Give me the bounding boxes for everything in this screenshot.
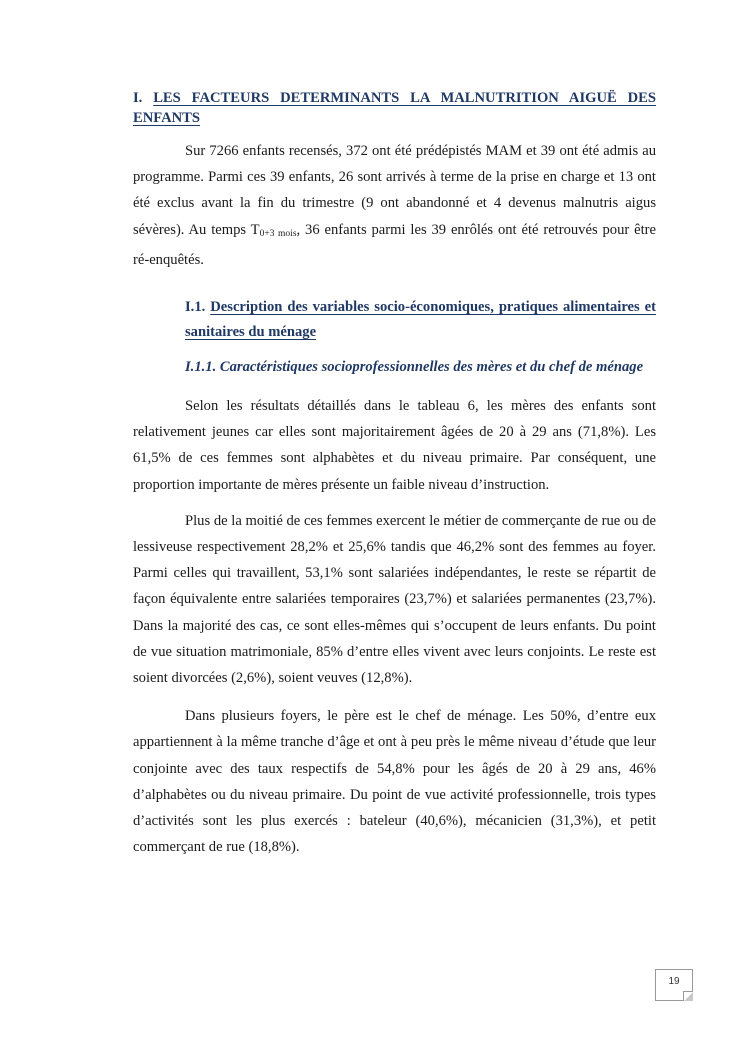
paragraph-intro-text-1: Sur 7266 enfants recensés, 372 ont été prédépistés MAM et 39 ont été admis au programme. Parmi ces 39 enfants, 26 sont arrivés à terme de la prise en charge et 13 ont été exclus avant la fin du trimestre (9 ont abandonné et 4 devenus malnutris aigus sévères). Au temps T bbox=[133, 143, 656, 238]
paragraph-mothers-age: Selon les résultats détaillés dans le tableau 6, les mères des enfants sont relativement jeunes car elles sont majoritairement âgées de 20 à 29 ans (71,8%). Les 61,5% de ces femmes sont alphabètes et du niveau primaire. Par conséquent, une proportion importante de mères présente un faible niveau d’instruction. bbox=[133, 398, 656, 493]
paragraph-mothers-occupation: Plus de la moitié de ces femmes exercent le métier de commerçante de rue ou de lessiveuse respectivement 28,2% et 25,6% tandis que 46,2% sont des femmes au foyer. Parmi celles qui travaillent, 53,1% sont salariées indépendantes, le reste se répartit de façon équivalente entre salariées temporaires (23,7%) et salariées permanentes (23,7%). Dans la majorité des cas, ce sont elles-mêmes qui s’occupent de leurs enfants. Du point de vue situation matrimoniale, 85% d’entre elles vivent avec leurs conjoints. Le reste est soient divorcées (2,6%), soient veuves (12,8%). bbox=[133, 512, 656, 687]
subsection-title: Description des variables socio-économiques, pratiques alimentaires et sanitaires du ménage bbox=[185, 299, 656, 341]
page-content bbox=[133, 88, 656, 860]
paragraph-intro bbox=[133, 138, 656, 273]
paragraph-household-head: Dans plusieurs foyers, le père est le chef de ménage. Les 50%, d’entre eux appartiennent à la même tranche d’âge et ont à peu près le même niveau d’étude que leur conjointe avec des taux respectifs de 54,8% pour les âgés de 20 à 29 ans, 46% d’alphabètes ou du niveau primaire. Du point de vue activité professionnelle, trois types d’activités sont les plus exercés : bateleur (40,6%), mécanicien (31,3%), et petit commerçant de rue (18,8%). bbox=[133, 708, 656, 856]
section-title: LES FACTEURS DETERMINANTS LA MALNUTRITION AIGUË DES ENFANTS bbox=[133, 90, 656, 126]
subsection-number: I.1. bbox=[185, 299, 206, 316]
page-corner-fold bbox=[683, 991, 693, 1001]
page-number-text: 19 bbox=[668, 976, 680, 987]
paragraph-intro-text-2: , 36 enfants parmi les 39 enrôlés ont été retrouvés pour être ré-enquêtés. bbox=[133, 221, 656, 268]
subsection-heading bbox=[185, 295, 656, 345]
section-number: I. bbox=[133, 90, 143, 106]
time-subscript: 0+3 mois bbox=[259, 228, 297, 239]
section-heading bbox=[133, 88, 656, 128]
page-number bbox=[655, 969, 693, 1001]
subsubsection-heading: I.1.1. Caractéristiques socioprofessionnelles des mères et du chef de ménage bbox=[185, 359, 644, 376]
